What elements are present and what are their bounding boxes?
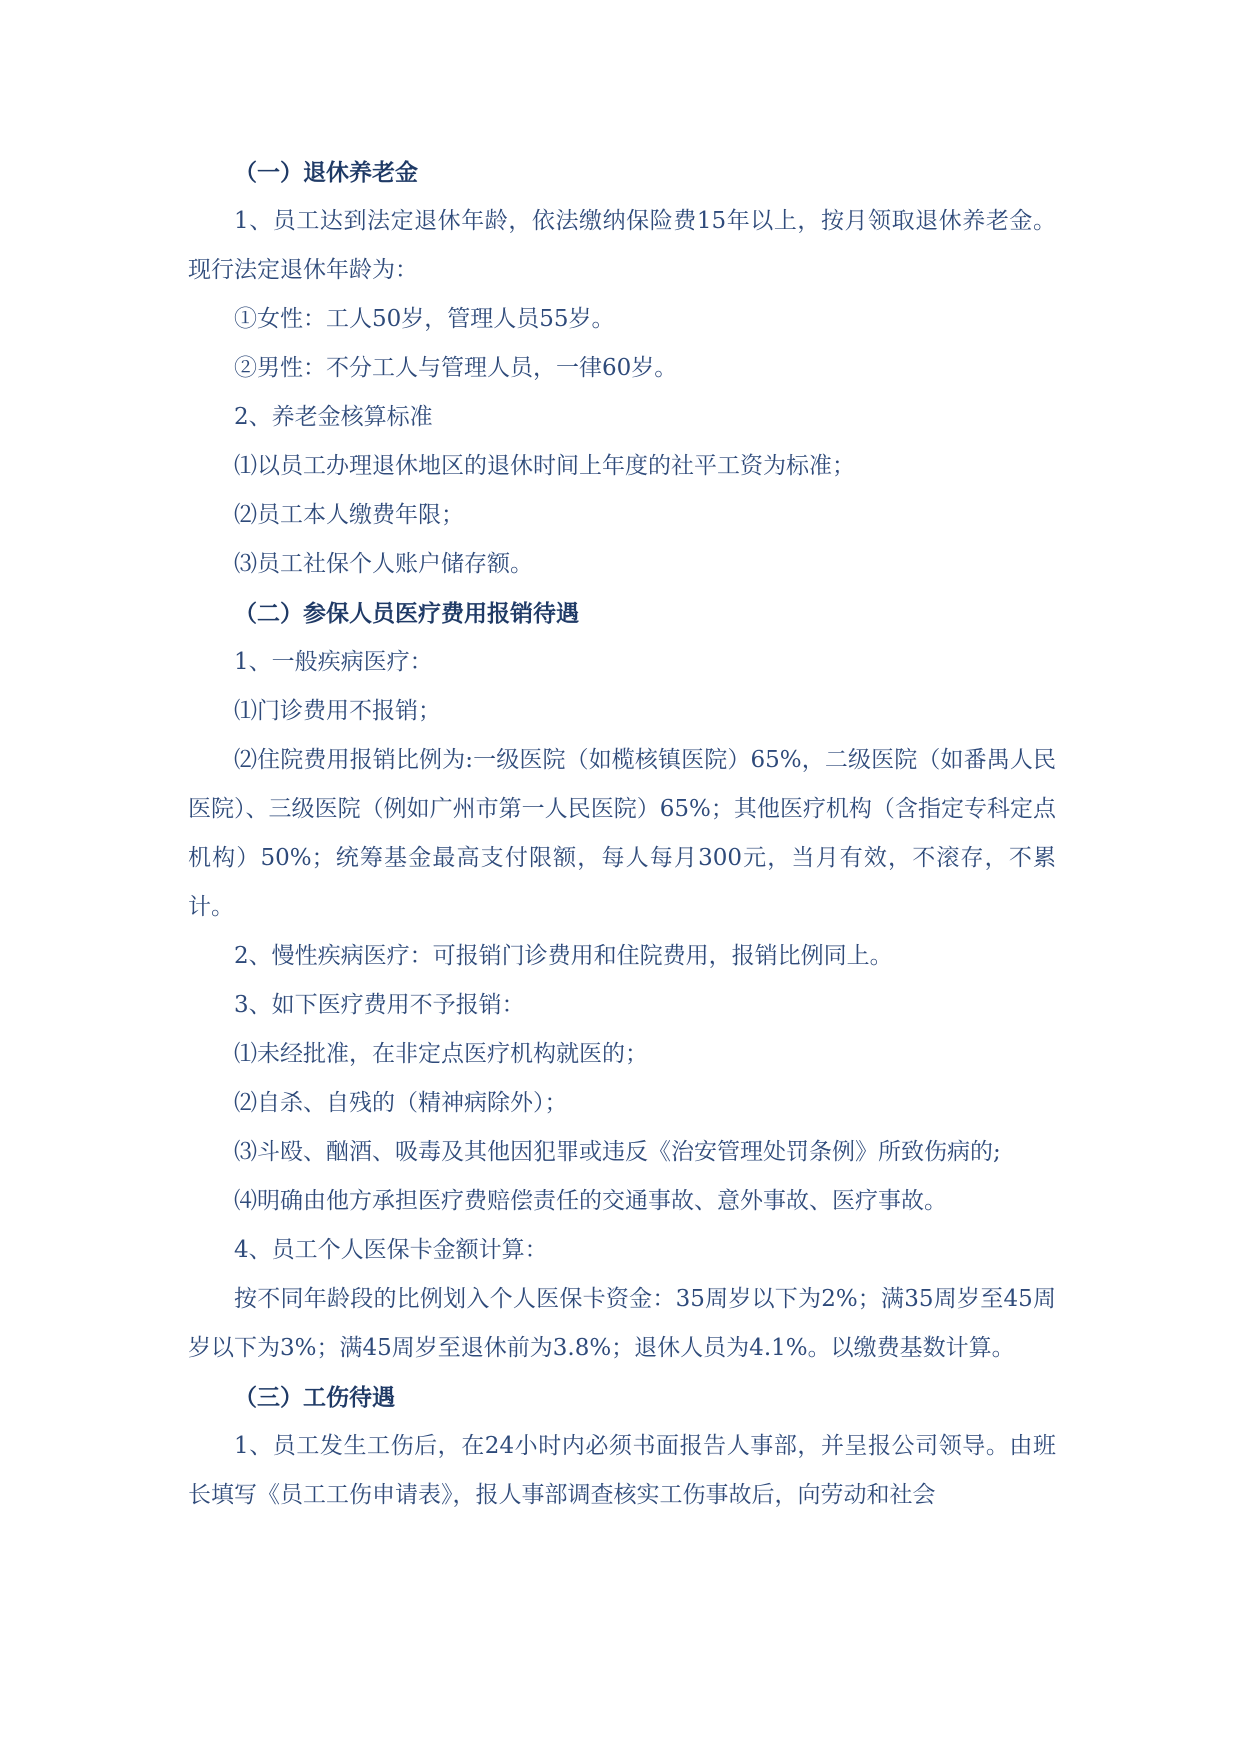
paragraph-exclusion-2: ⑵自杀、自残的（精神病除外）； xyxy=(234,1090,568,1116)
paragraph-medical-card-ratio: 按不同年龄段的比例划入个人医保卡资金：35周岁以下为2%；满35周岁至45周岁以下为3%；满45周岁至退休前为3.8%；退休人员为4.1%。以缴费基数计算。 xyxy=(188,1286,1056,1361)
section-heading-retirement-pension: （一）退休养老金 xyxy=(234,159,418,186)
paragraph-medical-card: 4、员工个人医保卡金额计算： xyxy=(234,1237,548,1263)
paragraph-exclusion-1: ⑴未经批准，在非定点医疗机构就医的； xyxy=(234,1041,648,1067)
paragraph-female-age: ①女性：工人50岁，管理人员55岁。 xyxy=(234,306,615,332)
paragraph-inpatient-ratio: ⑵住院费用报销比例为:一级医院（如榄核镇医院）65%，二级医院（如番禺人民医院）、三级医院（例如广州市第一人民医院）65%；其他医疗机构（含指定专科定点机构）50%；统筹基金最高支付限额，每人每月300元，当月有效，不滚存，不累计。 xyxy=(188,747,1056,920)
document-page xyxy=(188,148,1056,1520)
paragraph-pension-standard: 2、养老金核算标准 xyxy=(234,404,433,430)
paragraph-general-illness: 1、一般疾病医疗： xyxy=(234,649,433,675)
paragraph-chronic-illness: 2、慢性疾病医疗：可报销门诊费用和住院费用，报销比例同上。 xyxy=(234,943,893,969)
paragraph-standard-item-2: ⑵员工本人缴费年限； xyxy=(234,502,464,528)
paragraph-outpatient: ⑴门诊费用不报销； xyxy=(234,698,441,724)
paragraph-exclusion-3: ⑶斗殴、酗酒、吸毒及其他因犯罪或违反《治安管理处罚条例》所致伤病的; xyxy=(234,1139,1001,1165)
section-heading-work-injury: （三）工伤待遇 xyxy=(234,1384,395,1411)
paragraph-exclusion-4: ⑷明确由他方承担医疗费赔偿责任的交通事故、意外事故、医疗事故。 xyxy=(234,1188,947,1214)
paragraph-standard-item-1: ⑴以员工办理退休地区的退休时间上年度的社平工资为标准； xyxy=(234,453,855,479)
section-heading-medical-reimbursement: （二）参保人员医疗费用报销待遇 xyxy=(234,600,579,627)
paragraph-male-age: ②男性：不分工人与管理人员，一律60岁。 xyxy=(234,355,678,381)
paragraph-work-injury-report: 1、员工发生工伤后，在24小时内必须书面报告人事部，并呈报公司领导。由班长填写《员工工伤申请表》，报人事部调查核实工伤事故后，向劳动和社会 xyxy=(188,1433,1056,1508)
paragraph-retirement-eligibility: 1、员工达到法定退休年龄，依法缴纳保险费15年以上，按月领取退休养老金。现行法定退休年龄为： xyxy=(188,208,1056,283)
paragraph-standard-item-3: ⑶员工社保个人账户储存额。 xyxy=(234,551,533,577)
paragraph-not-reimbursed: 3、如下医疗费用不予报销： xyxy=(234,992,525,1018)
